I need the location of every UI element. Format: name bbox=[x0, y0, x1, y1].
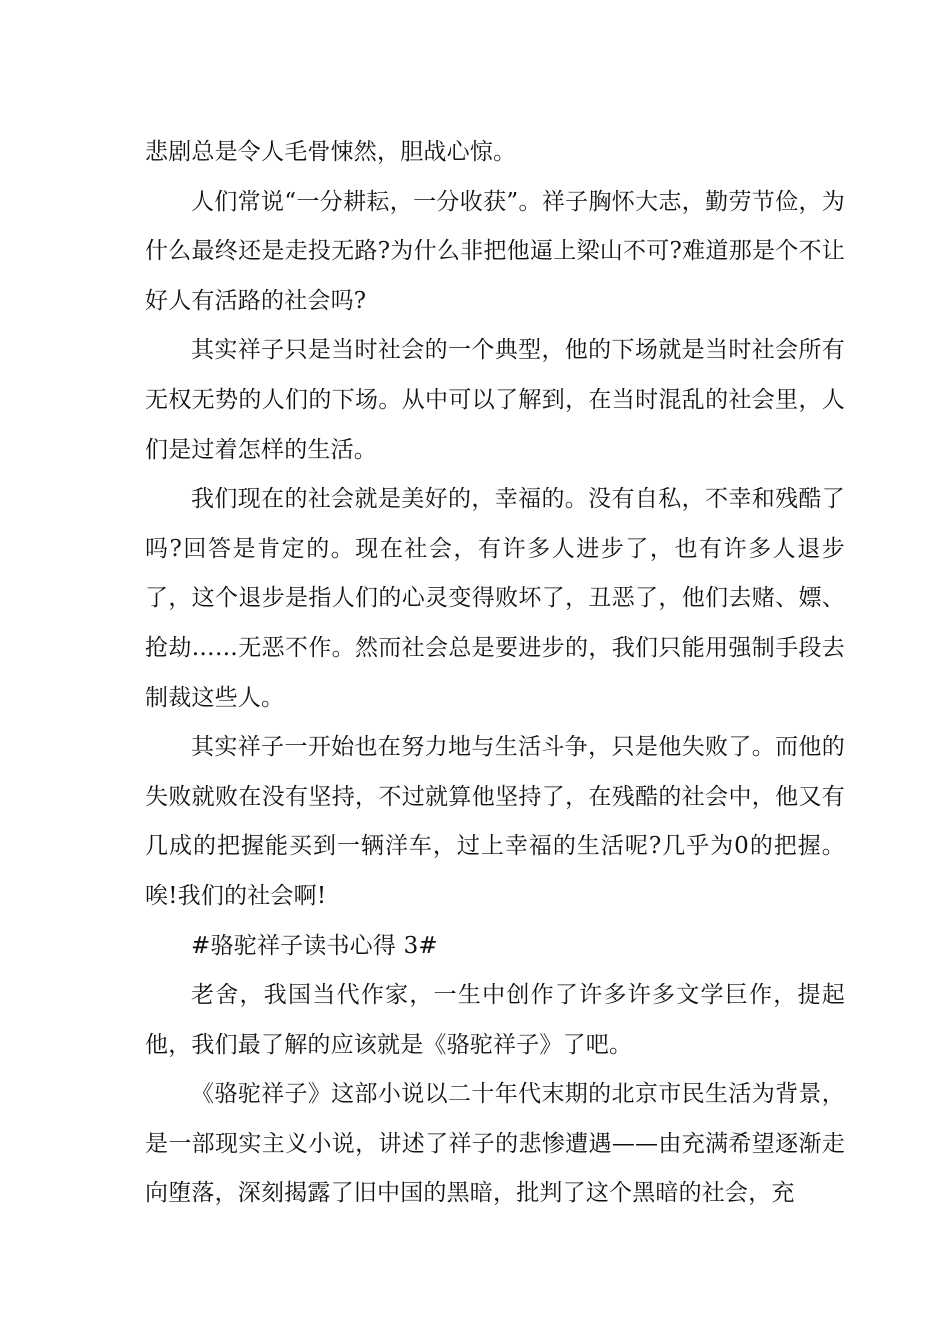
paragraph-5: 其实祥子一开始也在努力地与生活斗争，只是他失败了。而他的失败就败在没有坚持，不过就算他坚持了，在残酷的社会中，他又有几成的把握能买到一辆洋车，过上幸福的生活呢?几乎为0的把握。唉!我们的社会啊! bbox=[145, 734, 845, 909]
paragraph-7: 《骆驼祥子》这部小说以二十年代末期的北京市民生活为背景，是一部现实主义小说，讲述了祥子的悲惨遭遇——由充满希望逐渐走向堕落，深刻揭露了旧中国的黑暗，批判了这个黑暗的社会，充 bbox=[145, 1081, 845, 1207]
paragraph-6: 老舍，我国当代作家，一生中创作了许多许多文学巨作，提起他，我们最了解的应该就是《骆驼祥子》了吧。 bbox=[145, 982, 845, 1058]
paragraph-3: 其实祥子只是当时社会的一个典型，他的下场就是当时社会所有无权无势的人们的下场。从中可以了解到，在当时混乱的社会里，人们是过着怎样的生活。 bbox=[145, 337, 845, 463]
paragraph-4: 我们现在的社会就是美好的，幸福的。没有自私，不幸和残酷了吗?回答是肯定的。现在社会，有许多人进步了，也有许多人退步了，这个退步是指人们的心灵变得败坏了，丑恶了，他们去赌、嫖、抢劫……无恶不作。然而社会总是要进步的，我们只能用强制手段去制裁这些人。 bbox=[145, 486, 845, 711]
document-body bbox=[145, 128, 845, 1219]
paragraph-1: 悲剧总是令人毛骨悚然，胆战心惊。 bbox=[145, 139, 517, 165]
paragraph-2: 人们常说“一分耕耘，一分收获”。祥子胸怀大志，勤劳节俭，为什么最终还是走投无路?为什么非把他逼上梁山不可?难道那是个不让好人有活路的社会吗? bbox=[145, 188, 845, 314]
section-heading: #骆驼祥子读书心得 3# bbox=[191, 932, 438, 959]
